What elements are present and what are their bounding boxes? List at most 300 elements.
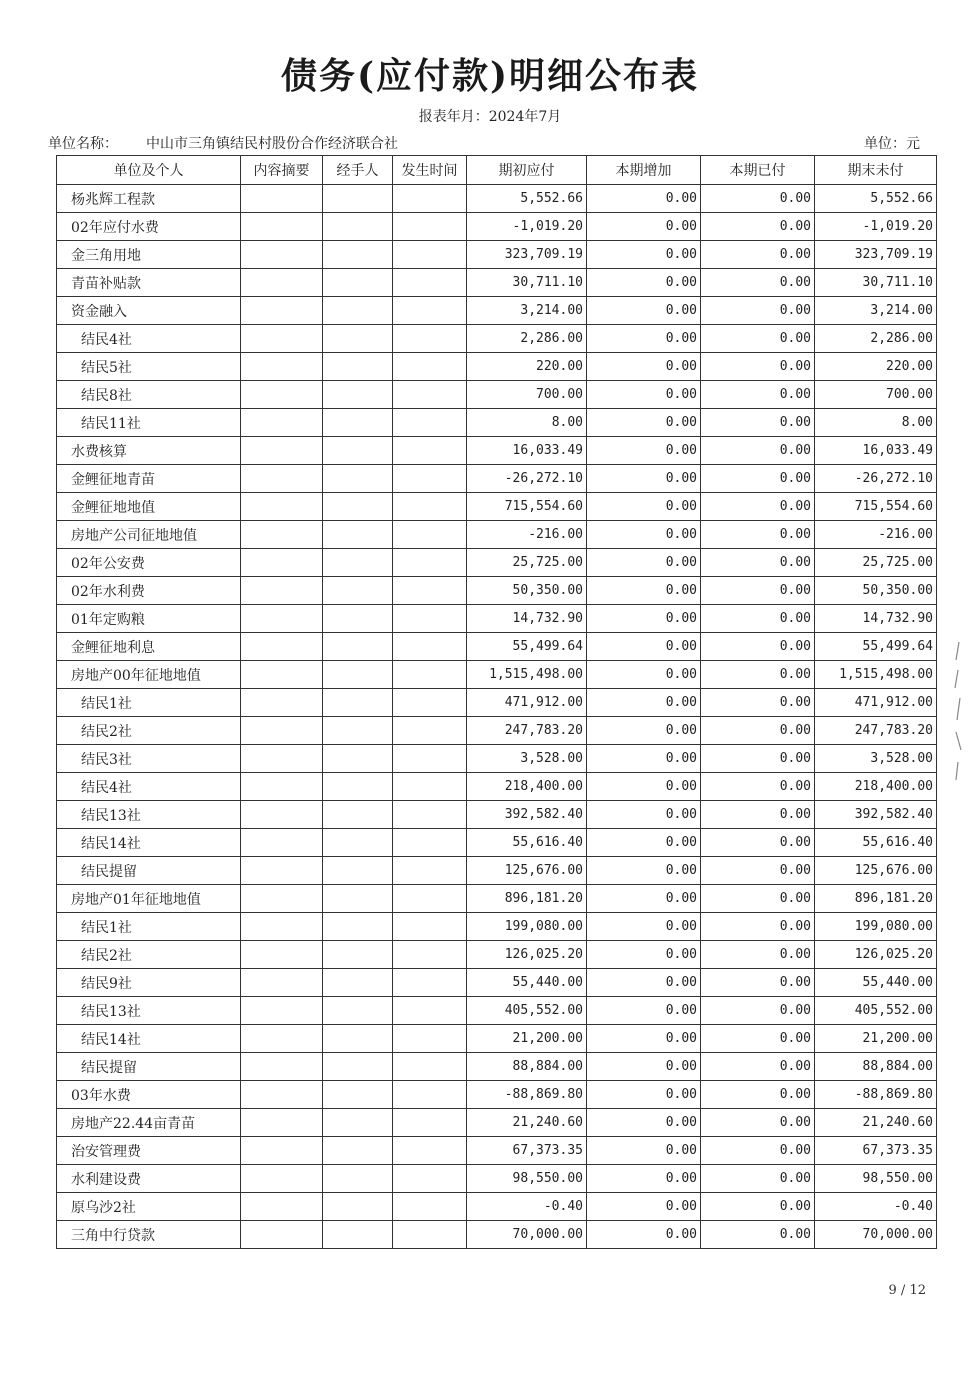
cell-date [393, 353, 467, 381]
cell-handler [323, 1025, 393, 1053]
cell-date [393, 325, 467, 353]
report-period: 报表年月：2024年7月 [418, 109, 562, 125]
cell-period-paid: 0.00 [701, 1165, 815, 1193]
cell-period-increase: 0.00 [587, 1081, 701, 1109]
table-header-row [57, 156, 937, 185]
cell-closing-unpaid: 126,025.20 [815, 941, 937, 969]
cell-opening-payable: 3,528.00 [467, 745, 587, 773]
cell-period-paid: 0.00 [701, 269, 815, 297]
cell-period-paid: 0.00 [701, 941, 815, 969]
cell-summary [241, 829, 323, 857]
cell-handler [323, 521, 393, 549]
column-header: 单位及个人 [57, 156, 241, 185]
cell-opening-payable: 88,884.00 [467, 1053, 587, 1081]
cell-entity: 金鲤征地地值 [57, 493, 241, 521]
cell-closing-unpaid: 247,783.20 [815, 717, 937, 745]
cell-period-paid: 0.00 [701, 241, 815, 269]
cell-period-paid: 0.00 [701, 297, 815, 325]
cell-date [393, 1137, 467, 1165]
cell-handler [323, 409, 393, 437]
cell-period-paid: 0.00 [701, 885, 815, 913]
page-title: 债务(应付款)明细公布表 [280, 55, 700, 97]
cell-opening-payable: 5,552.66 [467, 185, 587, 213]
cell-period-increase: 0.00 [587, 1109, 701, 1137]
cell-date [393, 409, 467, 437]
cell-summary [241, 745, 323, 773]
cell-period-paid: 0.00 [701, 857, 815, 885]
table-row [57, 241, 937, 269]
cell-period-increase: 0.00 [587, 437, 701, 465]
cell-opening-payable: 70,000.00 [467, 1221, 587, 1249]
cell-period-increase: 0.00 [587, 353, 701, 381]
table-row [57, 773, 937, 801]
table-row [57, 1165, 937, 1193]
cell-summary [241, 1081, 323, 1109]
cell-period-increase: 0.00 [587, 465, 701, 493]
table-row [57, 857, 937, 885]
cell-period-increase: 0.00 [587, 297, 701, 325]
cell-date [393, 465, 467, 493]
cell-entity: 结民2社 [57, 717, 241, 745]
cell-summary [241, 577, 323, 605]
cell-summary [241, 521, 323, 549]
cell-period-increase: 0.00 [587, 1137, 701, 1165]
cell-period-increase: 0.00 [587, 1193, 701, 1221]
cell-period-paid: 0.00 [701, 577, 815, 605]
handwritten-margin-mark [952, 640, 966, 790]
cell-entity: 金三角用地 [57, 241, 241, 269]
cell-date [393, 213, 467, 241]
cell-closing-unpaid: 70,000.00 [815, 1221, 937, 1249]
cell-period-increase: 0.00 [587, 913, 701, 941]
cell-summary [241, 605, 323, 633]
cell-opening-payable: 471,912.00 [467, 689, 587, 717]
cell-opening-payable: 247,783.20 [467, 717, 587, 745]
cell-handler [323, 1193, 393, 1221]
cell-date [393, 549, 467, 577]
cell-period-increase: 0.00 [587, 521, 701, 549]
cell-entity: 结民14社 [57, 829, 241, 857]
cell-period-increase: 0.00 [587, 493, 701, 521]
cell-period-increase: 0.00 [587, 801, 701, 829]
cell-closing-unpaid: 2,286.00 [815, 325, 937, 353]
cell-entity: 结民3社 [57, 745, 241, 773]
cell-entity: 金鲤征地青苗 [57, 465, 241, 493]
cell-date [393, 1109, 467, 1137]
cell-closing-unpaid: 125,676.00 [815, 857, 937, 885]
cell-opening-payable: 3,214.00 [467, 297, 587, 325]
cell-handler [323, 269, 393, 297]
cell-period-increase: 0.00 [587, 829, 701, 857]
cell-closing-unpaid: 14,732.90 [815, 605, 937, 633]
cell-handler [323, 689, 393, 717]
cell-summary [241, 997, 323, 1025]
cell-period-paid: 0.00 [701, 1193, 815, 1221]
table-row [57, 633, 937, 661]
cell-opening-payable: 126,025.20 [467, 941, 587, 969]
cell-date [393, 885, 467, 913]
cell-period-increase: 0.00 [587, 941, 701, 969]
cell-period-increase: 0.00 [587, 969, 701, 997]
table-row [57, 297, 937, 325]
cell-period-paid: 0.00 [701, 997, 815, 1025]
column-header: 内容摘要 [241, 156, 323, 185]
table-row [57, 521, 937, 549]
cell-date [393, 577, 467, 605]
cell-date [393, 745, 467, 773]
cell-period-paid: 0.00 [701, 325, 815, 353]
cell-closing-unpaid: 88,884.00 [815, 1053, 937, 1081]
cell-opening-payable: 55,499.64 [467, 633, 587, 661]
cell-period-paid: 0.00 [701, 1053, 815, 1081]
cell-period-paid: 0.00 [701, 465, 815, 493]
cell-period-increase: 0.00 [587, 773, 701, 801]
cell-entity: 青苗补贴款 [57, 269, 241, 297]
cell-closing-unpaid: 3,528.00 [815, 745, 937, 773]
table-row [57, 969, 937, 997]
cell-date [393, 913, 467, 941]
currency-unit: 单位：元 [864, 136, 920, 152]
cell-closing-unpaid: 392,582.40 [815, 801, 937, 829]
cell-period-paid: 0.00 [701, 829, 815, 857]
cell-summary [241, 549, 323, 577]
cell-summary [241, 1221, 323, 1249]
table-row [57, 745, 937, 773]
cell-period-paid: 0.00 [701, 633, 815, 661]
cell-summary [241, 661, 323, 689]
cell-period-increase: 0.00 [587, 241, 701, 269]
cell-date [393, 829, 467, 857]
cell-period-increase: 0.00 [587, 1165, 701, 1193]
table-row [57, 381, 937, 409]
cell-opening-payable: -26,272.10 [467, 465, 587, 493]
cell-summary [241, 465, 323, 493]
cell-date [393, 185, 467, 213]
cell-summary [241, 1025, 323, 1053]
column-header: 期初应付 [467, 156, 587, 185]
cell-closing-unpaid: 21,240.60 [815, 1109, 937, 1137]
cell-date [393, 941, 467, 969]
cell-summary [241, 1193, 323, 1221]
cell-summary [241, 689, 323, 717]
cell-handler [323, 745, 393, 773]
cell-closing-unpaid: -216.00 [815, 521, 937, 549]
cell-entity: 房地产22.44亩青苗 [57, 1109, 241, 1137]
table-row [57, 801, 937, 829]
cell-period-paid: 0.00 [701, 969, 815, 997]
cell-handler [323, 297, 393, 325]
unit-name-line [48, 133, 398, 153]
table-row [57, 325, 937, 353]
cell-entity: 原乌沙2社 [57, 1193, 241, 1221]
cell-entity: 02年水利费 [57, 577, 241, 605]
cell-period-increase: 0.00 [587, 1221, 701, 1249]
cell-opening-payable: 14,732.90 [467, 605, 587, 633]
cell-entity: 结民4社 [57, 325, 241, 353]
cell-handler [323, 213, 393, 241]
cell-date [393, 297, 467, 325]
payables-table [56, 155, 937, 1249]
cell-opening-payable: 1,515,498.00 [467, 661, 587, 689]
cell-entity: 水费核算 [57, 437, 241, 465]
cell-opening-payable: 2,286.00 [467, 325, 587, 353]
table-row [57, 185, 937, 213]
cell-opening-payable: 392,582.40 [467, 801, 587, 829]
cell-closing-unpaid: 16,033.49 [815, 437, 937, 465]
cell-closing-unpaid: 55,616.40 [815, 829, 937, 857]
table-row [57, 997, 937, 1025]
cell-closing-unpaid: 700.00 [815, 381, 937, 409]
cell-closing-unpaid: 405,552.00 [815, 997, 937, 1025]
cell-date [393, 661, 467, 689]
cell-handler [323, 353, 393, 381]
cell-opening-payable: 896,181.20 [467, 885, 587, 913]
cell-opening-payable: 16,033.49 [467, 437, 587, 465]
table-body [57, 185, 937, 1249]
cell-period-increase: 0.00 [587, 1053, 701, 1081]
cell-period-paid: 0.00 [701, 493, 815, 521]
table-row [57, 437, 937, 465]
cell-summary [241, 269, 323, 297]
cell-date [393, 493, 467, 521]
cell-summary [241, 717, 323, 745]
cell-summary [241, 213, 323, 241]
cell-entity: 治安管理费 [57, 1137, 241, 1165]
cell-entity: 房地产公司征地地值 [57, 521, 241, 549]
cell-opening-payable: 323,709.19 [467, 241, 587, 269]
cell-closing-unpaid: 1,515,498.00 [815, 661, 937, 689]
cell-period-paid: 0.00 [701, 689, 815, 717]
cell-opening-payable: -88,869.80 [467, 1081, 587, 1109]
cell-handler [323, 969, 393, 997]
cell-entity: 水利建设费 [57, 1165, 241, 1193]
cell-entity: 房地产01年征地地值 [57, 885, 241, 913]
cell-date [393, 773, 467, 801]
table-row [57, 353, 937, 381]
cell-period-increase: 0.00 [587, 745, 701, 773]
cell-closing-unpaid: 199,080.00 [815, 913, 937, 941]
table-row [57, 717, 937, 745]
cell-date [393, 633, 467, 661]
table-row [57, 1137, 937, 1165]
cell-date [393, 1053, 467, 1081]
cell-period-increase: 0.00 [587, 689, 701, 717]
unit-name-value: 中山市三角镇结民村股份合作经济联合社 [146, 136, 398, 152]
page-number: 9 / 12 [888, 1283, 926, 1298]
cell-entity: 三角中行贷款 [57, 1221, 241, 1249]
cell-period-increase: 0.00 [587, 857, 701, 885]
cell-opening-payable: 125,676.00 [467, 857, 587, 885]
cell-handler [323, 381, 393, 409]
cell-period-paid: 0.00 [701, 1137, 815, 1165]
cell-opening-payable: 700.00 [467, 381, 587, 409]
cell-period-paid: 0.00 [701, 185, 815, 213]
cell-period-increase: 0.00 [587, 269, 701, 297]
cell-entity: 结民8社 [57, 381, 241, 409]
cell-entity: 01年定购粮 [57, 605, 241, 633]
cell-entity: 结民11社 [57, 409, 241, 437]
cell-period-increase: 0.00 [587, 325, 701, 353]
table-row [57, 577, 937, 605]
cell-entity: 资金融入 [57, 297, 241, 325]
cell-closing-unpaid: 715,554.60 [815, 493, 937, 521]
cell-period-increase: 0.00 [587, 213, 701, 241]
cell-closing-unpaid: 21,200.00 [815, 1025, 937, 1053]
cell-period-increase: 0.00 [587, 549, 701, 577]
cell-opening-payable: -0.40 [467, 1193, 587, 1221]
cell-closing-unpaid: 55,440.00 [815, 969, 937, 997]
table-row [57, 605, 937, 633]
table-row [57, 493, 937, 521]
cell-opening-payable: -216.00 [467, 521, 587, 549]
cell-summary [241, 1165, 323, 1193]
cell-entity: 结民5社 [57, 353, 241, 381]
cell-handler [323, 1221, 393, 1249]
cell-handler [323, 577, 393, 605]
column-header: 本期增加 [587, 156, 701, 185]
cell-period-increase: 0.00 [587, 381, 701, 409]
table-row [57, 213, 937, 241]
cell-closing-unpaid: 98,550.00 [815, 1165, 937, 1193]
cell-period-paid: 0.00 [701, 1025, 815, 1053]
cell-date [393, 1165, 467, 1193]
column-header: 本期已付 [701, 156, 815, 185]
cell-closing-unpaid: 323,709.19 [815, 241, 937, 269]
cell-period-increase: 0.00 [587, 409, 701, 437]
table-row [57, 269, 937, 297]
table-row [57, 1221, 937, 1249]
unit-name-label: 单位名称： [48, 136, 118, 152]
cell-entity: 结民9社 [57, 969, 241, 997]
cell-entity: 结民4社 [57, 773, 241, 801]
cell-period-increase: 0.00 [587, 605, 701, 633]
cell-opening-payable: 50,350.00 [467, 577, 587, 605]
cell-opening-payable: 55,440.00 [467, 969, 587, 997]
cell-handler [323, 661, 393, 689]
table-header [57, 156, 937, 185]
cell-handler [323, 185, 393, 213]
cell-date [393, 1081, 467, 1109]
cell-handler [323, 241, 393, 269]
cell-period-paid: 0.00 [701, 913, 815, 941]
cell-handler [323, 941, 393, 969]
cell-closing-unpaid: 896,181.20 [815, 885, 937, 913]
cell-opening-payable: 55,616.40 [467, 829, 587, 857]
cell-period-paid: 0.00 [701, 213, 815, 241]
cell-date [393, 1221, 467, 1249]
cell-period-increase: 0.00 [587, 185, 701, 213]
cell-handler [323, 549, 393, 577]
cell-period-paid: 0.00 [701, 605, 815, 633]
cell-handler [323, 437, 393, 465]
cell-summary [241, 241, 323, 269]
cell-opening-payable: 30,711.10 [467, 269, 587, 297]
cell-closing-unpaid: 218,400.00 [815, 773, 937, 801]
cell-period-increase: 0.00 [587, 661, 701, 689]
cell-period-increase: 0.00 [587, 1025, 701, 1053]
cell-date [393, 717, 467, 745]
cell-handler [323, 1053, 393, 1081]
table-row [57, 689, 937, 717]
cell-entity: 金鲤征地利息 [57, 633, 241, 661]
cell-closing-unpaid: 30,711.10 [815, 269, 937, 297]
table-row [57, 1193, 937, 1221]
cell-summary [241, 773, 323, 801]
cell-date [393, 605, 467, 633]
cell-handler [323, 1109, 393, 1137]
table-row [57, 409, 937, 437]
cell-summary [241, 801, 323, 829]
cell-entity: 杨兆辉工程款 [57, 185, 241, 213]
cell-summary [241, 1109, 323, 1137]
cell-entity: 结民2社 [57, 941, 241, 969]
cell-handler [323, 325, 393, 353]
cell-summary [241, 353, 323, 381]
cell-closing-unpaid: 50,350.00 [815, 577, 937, 605]
cell-handler [323, 997, 393, 1025]
cell-handler [323, 773, 393, 801]
table-row [57, 829, 937, 857]
table-row [57, 941, 937, 969]
table-row [57, 549, 937, 577]
table-row [57, 885, 937, 913]
cell-entity: 02年应付水费 [57, 213, 241, 241]
cell-closing-unpaid: 8.00 [815, 409, 937, 437]
cell-handler [323, 717, 393, 745]
cell-period-paid: 0.00 [701, 1109, 815, 1137]
cell-closing-unpaid: 3,214.00 [815, 297, 937, 325]
cell-handler [323, 1081, 393, 1109]
cell-summary [241, 437, 323, 465]
cell-period-paid: 0.00 [701, 353, 815, 381]
cell-opening-payable: 67,373.35 [467, 1137, 587, 1165]
cell-summary [241, 1137, 323, 1165]
cell-summary [241, 1053, 323, 1081]
cell-opening-payable: 218,400.00 [467, 773, 587, 801]
cell-entity: 房地产00年征地地值 [57, 661, 241, 689]
cell-summary [241, 325, 323, 353]
cell-summary [241, 297, 323, 325]
cell-handler [323, 885, 393, 913]
cell-summary [241, 857, 323, 885]
cell-summary [241, 185, 323, 213]
cell-period-increase: 0.00 [587, 885, 701, 913]
cell-handler [323, 1137, 393, 1165]
cell-closing-unpaid: -26,272.10 [815, 465, 937, 493]
cell-entity: 结民提留 [57, 1053, 241, 1081]
table-row [57, 1109, 937, 1137]
cell-date [393, 241, 467, 269]
cell-handler [323, 829, 393, 857]
cell-closing-unpaid: 25,725.00 [815, 549, 937, 577]
cell-closing-unpaid: 55,499.64 [815, 633, 937, 661]
cell-handler [323, 493, 393, 521]
cell-opening-payable: 21,240.60 [467, 1109, 587, 1137]
cell-entity: 结民14社 [57, 1025, 241, 1053]
cell-date [393, 689, 467, 717]
cell-date [393, 1193, 467, 1221]
cell-period-paid: 0.00 [701, 549, 815, 577]
cell-period-increase: 0.00 [587, 997, 701, 1025]
cell-closing-unpaid: -0.40 [815, 1193, 937, 1221]
cell-closing-unpaid: 5,552.66 [815, 185, 937, 213]
cell-period-paid: 0.00 [701, 1221, 815, 1249]
cell-date [393, 269, 467, 297]
cell-summary [241, 969, 323, 997]
cell-period-paid: 0.00 [701, 381, 815, 409]
cell-date [393, 801, 467, 829]
cell-date [393, 969, 467, 997]
